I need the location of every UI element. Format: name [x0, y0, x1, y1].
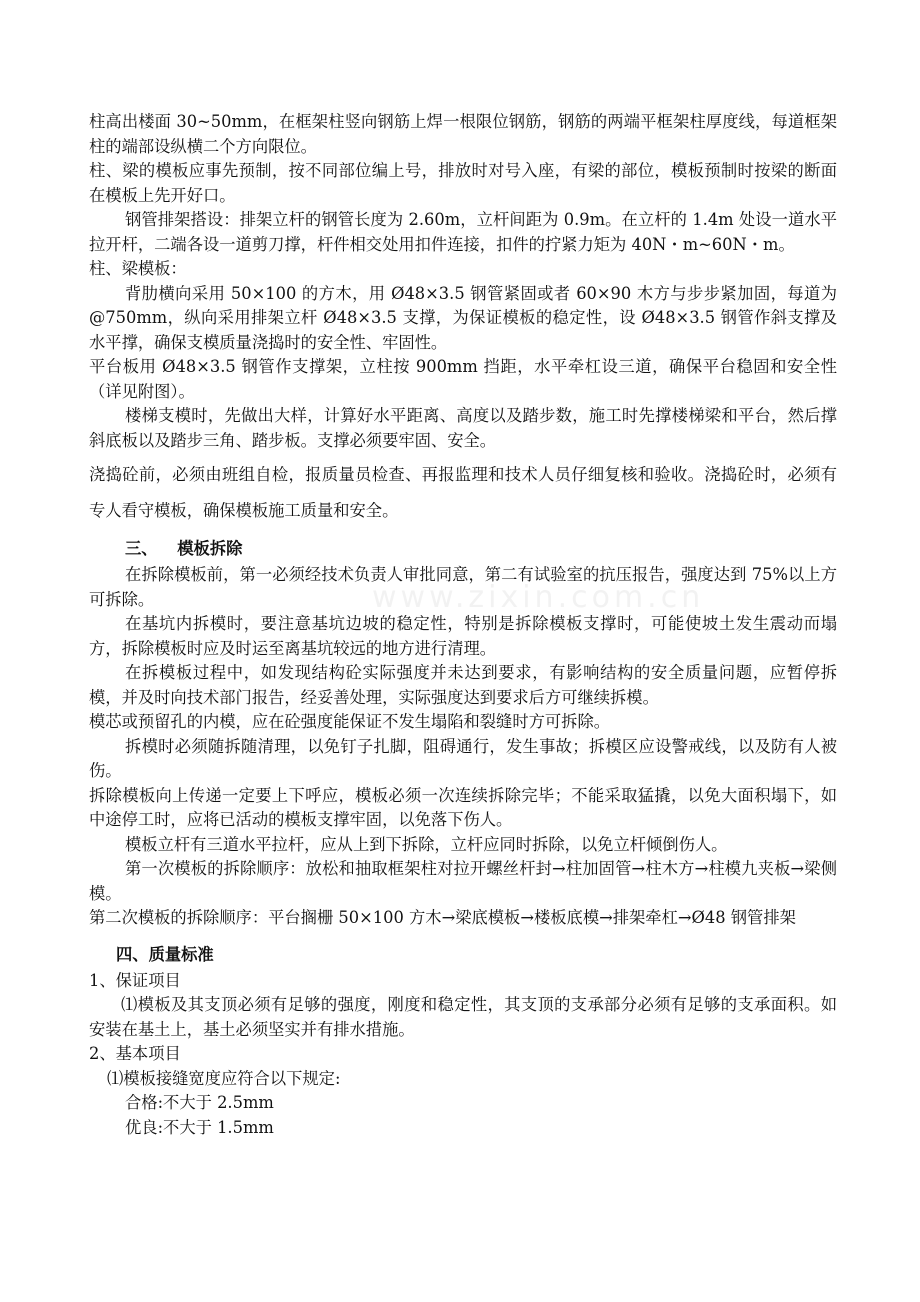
document-page [89, 110, 837, 1140]
section-number: 三、 [125, 539, 158, 558]
removal-paragraph: 模板立杆有三道水平拉杆，应从上到下拆除，立杆应同时拆除，以免立杆倾倒伤人。 [125, 834, 728, 854]
watermark: www.zixin.com.cn [372, 580, 705, 615]
item-sub-basic: ⑴模板接缝宽度应符合以下规定: [107, 1068, 341, 1088]
removal-paragraph: 第二次模板的拆除顺序：平台搁栅 50×100 方木→梁底模板→楼板底模→排架牵杠→Ø48 钢管排架 [89, 908, 796, 927]
paragraph-back-rib: 背肋横向采用 50×100 的方木，用 Ø48×3.5 钢管紧固或者 60×90 木方与步步紧加固，每道为@750mm，纵向采用排架立杆 Ø48×3.5 支撑，为保证模板的稳定性，设 Ø48×3.5 钢管作斜支撑及水平撑，确保支模质量浇捣时的安全性、牢固性。 [89, 283, 837, 352]
removal-paragraph: 模芯或预留孔的内模，应在砼强度能保证不发生塌陷和裂缝时方可拆除。 [89, 712, 611, 731]
paragraph-scaffold: 钢管排架搭设：排架立杆的钢管长度为 2.60m，立杆间距为 0.9m。在立杆的 1.4m 处设一道水平拉开杆，二端各设一道剪刀撑，杆件相交处用扣件连接，扣件的拧紧力矩为 40N・m~60N・m。 [89, 210, 837, 254]
removal-paragraph: 拆除模板向上传递一定要上下呼应，模板必须一次连续拆除完毕；不能采取猛撬，以免大面积塌下，如中途停工时，应将已活动的模板支撑牢固，以免落下伤人。 [89, 785, 837, 829]
paragraph-platform: 平台板用 Ø48×3.5 钢管作支撑架，立柱按 900mm 挡距，水平牵杠设三道，确保平台稳固和安全性（详见附图）。 [89, 357, 837, 401]
section-heading-removal [89, 535, 837, 563]
removal-paragraph: 在拆模板过程中，如发现结构砼实际强度并未达到要求，有影响结构的安全质量问题，应暂停拆模，并及时向技术部门报告，经妥善处理，实际强度达到要求后方可继续拆模。 [89, 663, 837, 707]
paragraph-column-limit: 柱高出楼面 30~50mm，在框架柱竖向钢筋上焊一根限位钢筋，钢筋的两端平框架柱厚度线，每道框架柱的端部设纵横二个方向限位。 [89, 112, 837, 156]
paragraph-stairs: 楼梯支模时，先做出大样，计算好水平距离、高度以及踏步数，施工时先撑楼梯梁和平台，然后撑斜底板以及踏步三角、踏步板。支撑必须要牢固、安全。 [89, 406, 837, 450]
section-title: 质量标准 [148, 944, 214, 964]
grade-good: 优良:不大于 1.5mm [125, 1117, 274, 1137]
removal-paragraph: 在基坑内拆模时，要注意基坑边坡的稳定性，特别是拆除模板支撑时，可能使坡土发生震动而塌方，拆除模板时应及时运至离基坑较远的地方进行清理。 [89, 614, 837, 658]
item-text-guarantee: ⑴模板及其支顶必须有足够的强度，刚度和稳定性，其支顶的支承部分必须有足够的支承面积。如安装在基土上，基土必须坚实并有排水措施。 [89, 995, 837, 1039]
paragraph-column-beam-heading: 柱、梁模板： [89, 259, 187, 278]
section-number: 四、 [116, 944, 149, 964]
section-title: 模板拆除 [177, 539, 243, 558]
section-heading-quality [89, 941, 837, 969]
paragraph-pouring: 浇捣砼前，必须由班组自检，报质量员检查、再报监理和技术人员仔细复核和验收。浇捣砼时，必须有专人看守模板，确保模板施工质量和安全。 [89, 465, 837, 520]
item-title-basic: 2、基本项目 [89, 1044, 181, 1063]
item-title-guarantee: 1、保证项目 [89, 970, 181, 990]
removal-paragraph: 在拆除模板前，第一必须经技术负责人审批同意，第二有试验室的抗压报告，强度达到 75%以上方可拆除。 [89, 565, 837, 609]
removal-paragraph: 第一次模板的拆除顺序：放松和抽取框架柱对拉开螺丝杆封→柱加固管→柱木方→柱模九夹板→梁侧模。 [89, 859, 837, 903]
removal-paragraph: 拆模时必须随拆随清理，以免钉子扎脚，阻碍通行，发生事故；拆模区应设警戒线，以及防有人被伤。 [89, 736, 837, 780]
paragraph-prefabrication: 柱、梁的模板应事先预制，按不同部位编上号，排放时对号入座，有梁的部位，模板预制时按梁的断面在模板上先开好口。 [89, 161, 837, 205]
grade-pass: 合格:不大于 2.5mm [125, 1093, 274, 1112]
